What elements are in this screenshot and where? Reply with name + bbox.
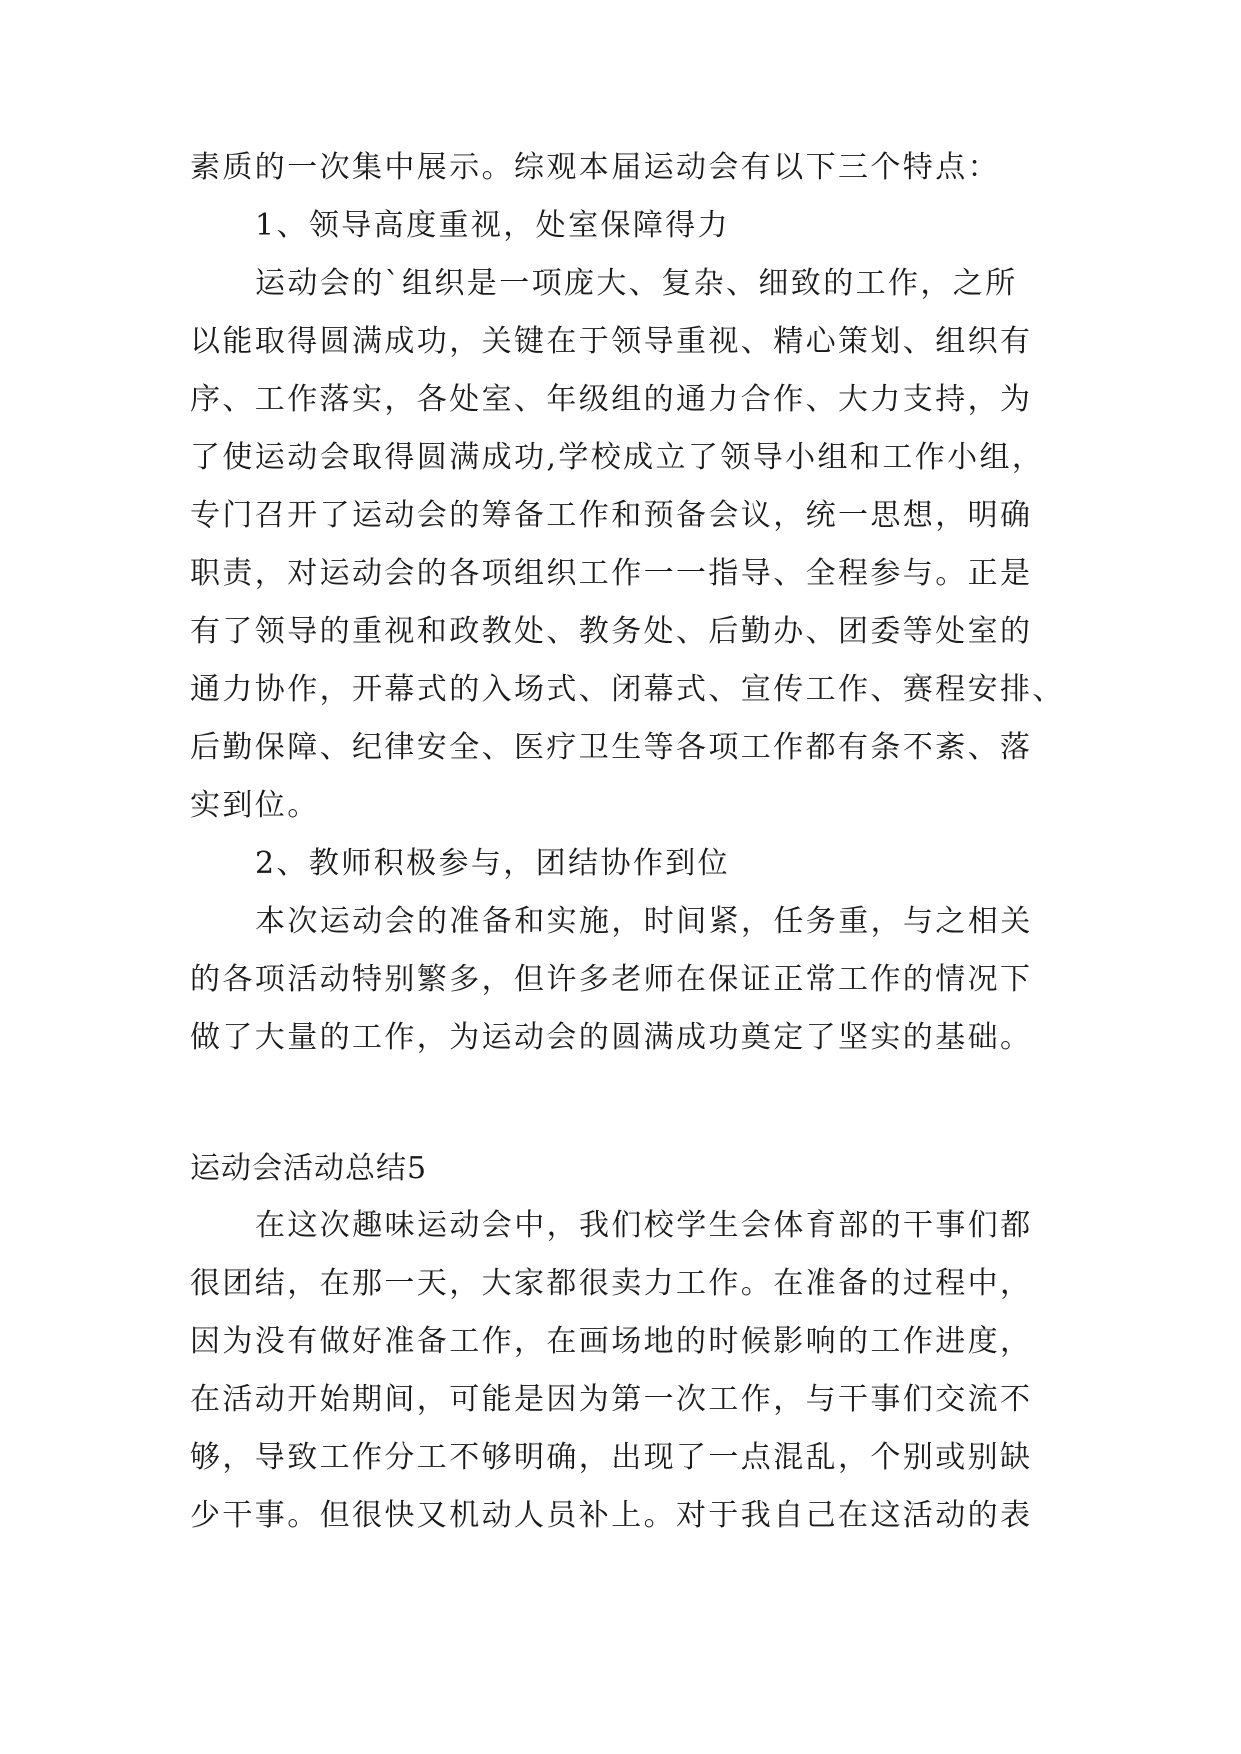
paragraph-line: 因为没有做好准备工作，在画场地的时候影响的工作进度，	[190, 1324, 1033, 1359]
paragraph-line: 很团结，在那一天，大家都很卖力工作。在准备的过程中，	[190, 1266, 1033, 1301]
paragraph-line: 有了领导的重视和政教处、教务处、后勤办、团委等处室的	[190, 614, 1033, 649]
subheading-1: 1、领导高度重视，处室保障得力	[255, 208, 731, 243]
paragraph-line: 序、工作落实，各处室、年级组的通力合作、大力支持，为	[190, 382, 1033, 417]
paragraph-line: 做了大量的工作，为运动会的圆满成功奠定了坚实的基础。	[190, 1020, 1033, 1055]
paragraph-line: 运动会的`组织是一项庞大、复杂、细致的工作，之所	[255, 266, 1018, 301]
paragraph-line: 专门召开了运动会的筹备工作和预备会议，统一思想，明确	[190, 498, 1033, 533]
subheading-2: 2、教师积极参与，团结协作到位	[255, 846, 731, 881]
paragraph-line: 后勤保障、纪律安全、医疗卫生等各项工作都有条不紊、落	[190, 730, 1033, 765]
paragraph-line: 在这次趣味运动会中，我们校学生会体育部的干事们都	[255, 1208, 1033, 1243]
paragraph-line: 本次运动会的准备和实施，时间紧，任务重，与之相关	[255, 904, 1033, 939]
paragraph-line: 素质的一次集中展示。综观本届运动会有以下三个特点：	[190, 150, 1000, 185]
paragraph-line: 少干事。但很快又机动人员补上。对于我自己在这活动的表	[190, 1498, 1033, 1533]
paragraph-line: 实到位。	[190, 788, 320, 823]
paragraph-line: 的各项活动特别繁多，但许多老师在保证正常工作的情况下	[190, 962, 1033, 997]
paragraph-line: 在活动开始期间，可能是因为第一次工作，与干事们交流不	[190, 1382, 1033, 1417]
paragraph-line: 以能取得圆满成功，关键在于领导重视、精心策划、组织有	[190, 324, 1033, 359]
paragraph-line: 通力协作，开幕式的入场式、闭幕式、宣传工作、赛程安排、	[190, 672, 1065, 707]
paragraph-line: 职责，对运动会的各项组织工作一一指导、全程参与。正是	[190, 556, 1033, 591]
paragraph-line: 了使运动会取得圆满成功,学校成立了领导小组和工作小组，	[190, 440, 1045, 475]
body-text-block-1	[190, 139, 1065, 1067]
section-heading	[190, 1140, 1060, 1198]
paragraph-line: 够，导致工作分工不够明确，出现了一点混乱，个别或别缺	[190, 1440, 1033, 1475]
section-heading-text: 运动会活动总结5	[190, 1151, 428, 1186]
body-text-block-2	[190, 1197, 1060, 1545]
